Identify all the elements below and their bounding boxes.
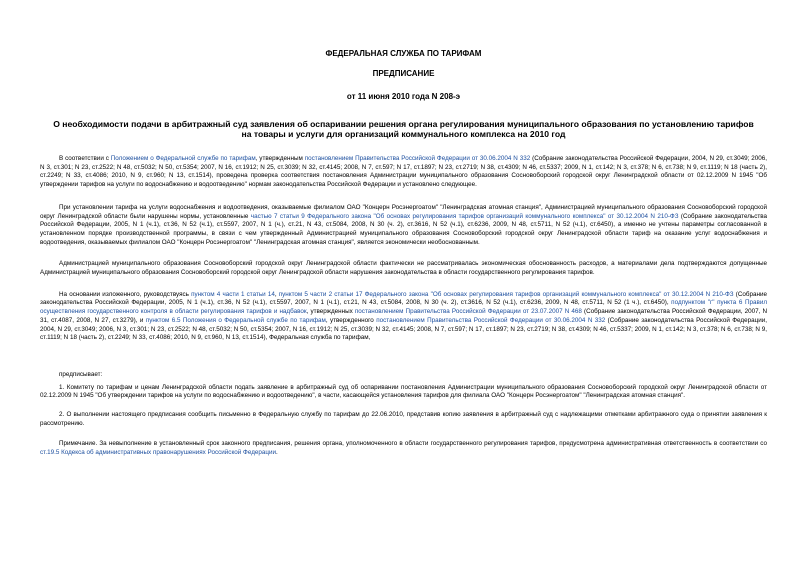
text: (Собрание законодательства Российской Федерации, 2007, N 31, ст.4087, 2008, N 27, ст.3279), и [40,308,768,324]
title-line-2: на товары и услуги для организаций коммунального комплекса на 2010 год [241,129,566,139]
paragraph-item-2: 2. О выполнении настоящего предписания сообщить письменно в Федеральную службу по тарифам до 22.06.2010, представив копию заявления в арбитражный суд с надлежащими отметками арбитражного суда о принятии заявления к рассмотрению. [40,411,767,427]
text: (Собрание законодательства Российской Федерации, 2005, N 1 (ч.1), ст.36, N 52 (ч.1), ст.5597, 2007, N 1 (ч.1), ст.21, N 43, ст.5084, 2008, N 30 (ч. 2), ст.3616, N 52 (ч.1), ст.6236, 2009, N 48, ст.5711, N 52 (1 ч.), ст.6450), [40,290,767,307]
text: , [274,290,279,298]
link-federal-law-210[interactable]: частью 7 статьи 9 Федерального закона "Об основах регулирования тарифов организаций коммунального комплекса" от 30.12.2004 N 210-ФЗ [250,212,679,220]
title-line-1: О необходимости подачи в арбитражный суд заявления об оспаривании решения органа регулирования муниципального образования по установлению тарифов [53,119,754,129]
link-rules-point-6[interactable]: подпунктом "г" пункта 6 Правил осуществления государственного контроля в области регулирования тарифов и надбавок [40,299,768,316]
document [40,28,767,458]
document-title [40,119,767,139]
text: . [276,449,278,457]
agency-heading: ФЕДЕРАЛЬНАЯ СЛУЖБА ПО ТАРИФАМ [325,49,482,58]
paragraph-2 [40,204,767,248]
text: (Собрание законодательства Российской Федерации, 2005, N 1 (ч.1), ст.36, N 52 (ч.1), ст.5597, 2007, N 1 (ч.), ст.21, N 43, ст.5084, 2008, N 30 (ч. 2), ст.3616, N 52 (ч.1), ст.6236, 2009, N 48, ст.5711, N 52 (ч.1), ст.6450), а именно не учтены параметры согласованной в установленном порядке производственной программы, в связи с чем утвержденный Администрацией муниципального образования Сосновоборский городской округ Ленинградской области тариф на оказание услуг водоснабжения и водоотведения, оказываемых филиалом ОАО "Концерн Росэнергоатом" "Ленинградская атомная станция", является экономически необоснованным. [40,212,768,246]
link-regulation-fst[interactable]: Положением о Федеральной службе по тарифам [110,155,256,162]
text: (Собрание законодательства Российской Федерации, 2004, N 29, ст.3049; 2006, N 3, ст.301; N 23, ст.2522; N 48, ст.5032; N 50, ст.5354; 2007, N 16, ст.1912; N 25, ст.3039; N 32, ст.4145; 2008, N 7, ст.597; N 17, ст.1897; N 23, ст.2719; N 38, ст.4309; N 46, ст.5337; 2009, N 1, ст.142; N 3, ст.378; N 6, ст.738; N 9, ст.1119; N 18 (часть 2), ст.2249; N 33, ст.4086; 2010, N 9, ст.960; N 13, ст.1514), проведена проверка соответствия постановления Администрации муниципального образования Сосновоборский городской округ Ленинградской области от 02.12.2009 N 1945 "Об утверждении тарифов на услуги по водоснабжению и водоотведению" нормам законодательства Российской Федерации и установлено следующее. [40,155,768,189]
link-government-decree-468[interactable]: постановлением Правительства Российской Федерации от 23.07.2007 N 468 [354,308,582,316]
link-government-decree-332[interactable]: постановлением Правительства Российской Федерации от 30.06.2004 N 332 [376,316,606,324]
paragraph-prescribes: предписывает: [59,370,103,378]
paragraph-note [40,440,767,457]
text: При установлении тарифа на услуги водоснабжения и водоотведения, оказываемые филиалом ОАО "Концерн Росэнергоатом" "Ленинградская атомная станция", Администрацией муниципального образования Сосновоборский городской округ Ленинградской области были нарушены нормы, установленные [40,203,767,220]
link-government-decree-332[interactable]: постановлением Правительства Российской Федерации от 30.06.2004 N 332 [304,155,531,162]
text: На основании изложенного, руководствуясь [59,290,192,298]
text: В соответствии с [59,155,111,162]
text: , утвержденным [255,155,305,162]
paragraph-1 [40,155,767,190]
link-article-14[interactable]: пунктом 4 части 1 статьи 14 [191,290,275,298]
link-article-17[interactable]: пунктом 5 части 2 статьи 17 Федерального закона "Об основах регулирования тарифов организаций коммунального комплекса" от 30.12.2004 N 210-ФЗ [278,290,734,298]
paragraph-3: Администрацией муниципального образования Сосновоборский городской округ Ленинградской области фактически не рассматривалась экономическая обоснованность расходов, а материалами дела подтверждаются допущенные Администрацией муниципального образования Сосновоборский городской округ Ленинградской области нарушения законодательства в области государственного регулирования тарифов. [40,260,767,277]
text: Примечание. За невыполнение в установленный срок законного предписания, решения органа, уполномоченного в области государственного регулирования тарифов, предусмотрена административная ответственность в соответствии со [59,440,767,448]
paragraph-4 [40,291,767,343]
text: , утвержденного [325,316,377,324]
text: (Собрание законодательства Российской Федерации, 2004, N 29, ст.3049; 2006, N 3, ст.301; N 23, ст.2522; N 48, ст.5032; N 50, ст.5354; 2007, N 16, ст.1912; N 25, ст.3039; N 32, ст.4145; 2008, N 7, ст.597; N 17, ст.1897; N 23, ст.2719; N 38, ст.4309; N 46, ст.5337; 2009, N 1, ст.142; N 3, ст.378; N 6, ст.738; N 9, ст.1119; N 18 (часть 2), ст.2249; N 33, ст.4086; 2010, N 9, ст.960, N 13, ст.1514), Федеральная служба по тарифам, [40,316,767,342]
link-point-6-5[interactable]: пунктом 6.5 Положения о Федеральной службе по тарифам [145,316,326,324]
text: , утвержденных [306,308,355,316]
paragraph-item-1: 1. Комитету по тарифам и ценам Ленинградской области подать заявление в арбитражный суд об оспаривании постановления Администрации муниципального образования Сосновоборский городской округ Ленинградской области от 02.12.2009 N 1945 "Об утверждении тарифов на услуги по водоснабжению и водоотведению", в части, касающейся установления тарифов для филиала ОАО "Концерн Росэнергоатом" "Ленинградская атомная станция". [40,383,767,400]
link-koap-19-5[interactable]: ст.19.5 Кодекса об административных правонарушениях Российской Федерации [40,449,277,457]
document-type: ПРЕДПИСАНИЕ [372,69,435,78]
document-date-number: от 11 июня 2010 года N 208-э [346,92,461,101]
